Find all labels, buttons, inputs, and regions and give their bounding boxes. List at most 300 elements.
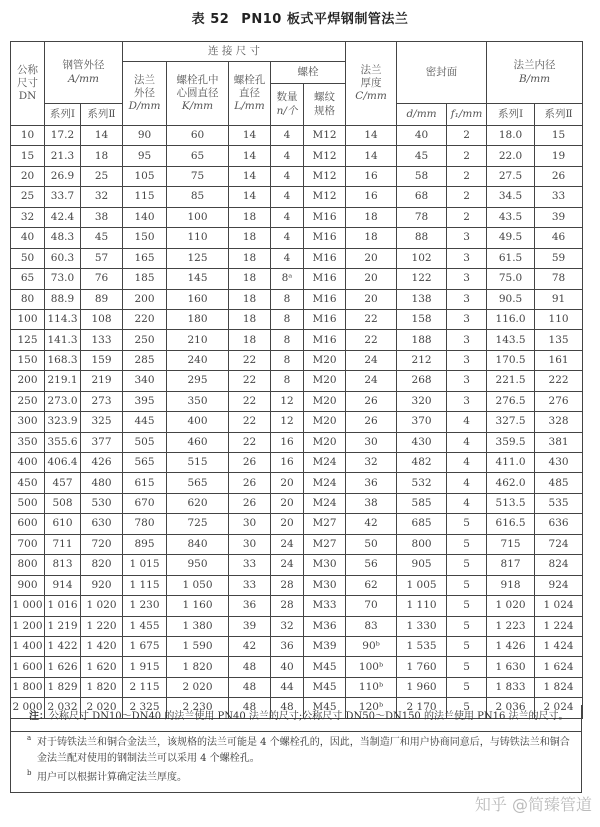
table-cell: 400	[167, 412, 229, 432]
table-cell: 1 626	[45, 657, 81, 677]
table-cell: 370	[397, 412, 447, 432]
table-cell: 1 455	[123, 616, 167, 636]
table-row	[11, 391, 583, 411]
table-cell: 22	[346, 330, 397, 350]
table-cell: 515	[167, 453, 229, 473]
header-flange-od	[123, 62, 167, 126]
table-cell: 2 000	[11, 698, 45, 718]
table-cell: 48	[229, 677, 271, 697]
table-row	[11, 207, 583, 227]
table-cell: 3	[447, 350, 487, 370]
table-cell: 4	[271, 207, 304, 227]
table-cell: M12	[304, 146, 346, 166]
table-cell: M16	[304, 269, 346, 289]
table-cell: 918	[487, 575, 535, 595]
table-cell: 535	[535, 493, 583, 513]
table-cell: 78	[397, 207, 447, 227]
header-bolt: 螺栓	[271, 62, 346, 84]
table-cell: 26	[346, 391, 397, 411]
table-cell: 780	[123, 514, 167, 534]
table-cell: 45	[397, 146, 447, 166]
table-cell: 25	[11, 187, 45, 207]
table-cell: 325	[81, 412, 123, 432]
table-cell: 68	[397, 187, 447, 207]
table-row	[11, 166, 583, 186]
table-cell: 500	[11, 493, 45, 513]
header-bolt-circle-unit: K/mm	[181, 100, 214, 113]
table-cell: M36	[304, 616, 346, 636]
table-cell: 60.3	[45, 248, 81, 268]
table-cell: 1 380	[167, 616, 229, 636]
header-thickness-unit: C/mm	[355, 90, 387, 103]
table-cell: 18	[346, 228, 397, 248]
table-cell: 5	[447, 514, 487, 534]
table-cell: 1 590	[167, 636, 229, 656]
table-row	[11, 657, 583, 677]
table-row	[11, 309, 583, 329]
table-cell: 615	[123, 473, 167, 493]
table-cell: 1 330	[397, 616, 447, 636]
table-cell: 905	[397, 555, 447, 575]
table-cell: 685	[397, 514, 447, 534]
table-cell: 1 600	[11, 657, 45, 677]
table-cell: 32	[81, 187, 123, 207]
table-cell: 1 160	[167, 596, 229, 616]
table-cell: 824	[535, 555, 583, 575]
table-cell: 323.9	[45, 412, 81, 432]
table-cell: 1 422	[45, 636, 81, 656]
table-cell: 145	[167, 269, 229, 289]
header-dn-line2: 尺寸	[17, 76, 38, 89]
table-cell: 8	[271, 371, 304, 391]
table-cell: 83	[346, 616, 397, 636]
header-flange-od-line1: 法兰	[134, 73, 155, 86]
table-cell: 80	[11, 289, 45, 309]
table-cell: 220	[123, 309, 167, 329]
table-row	[11, 126, 583, 146]
footnote-b	[11, 767, 581, 792]
table-cell: 26	[229, 453, 271, 473]
table-row	[11, 350, 583, 370]
table-cell: 4	[271, 126, 304, 146]
table-cell: 150	[11, 350, 45, 370]
table-cell: 395	[123, 391, 167, 411]
table-cell: 22	[229, 391, 271, 411]
table-cell: 1 024	[535, 596, 583, 616]
table-cell: 158	[397, 309, 447, 329]
table-cell: 5	[447, 575, 487, 595]
table-cell: 820	[81, 555, 123, 575]
header-bolt-hole-unit: L/mm	[234, 100, 265, 113]
table-cell: 30	[346, 432, 397, 452]
table-cell: 73.0	[45, 269, 81, 289]
table-cell: 426	[81, 453, 123, 473]
header-dn	[11, 42, 45, 126]
table-cell: 100	[11, 309, 45, 329]
table-cell: 48	[271, 698, 304, 718]
table-cell: 110	[535, 309, 583, 329]
table-cell: 5	[447, 677, 487, 697]
table-cell: 141.3	[45, 330, 81, 350]
table-cell: 1 220	[81, 616, 123, 636]
table-cell: 75	[167, 166, 229, 186]
table-cell: 16	[271, 453, 304, 473]
header-thickness-line2: 厚度	[360, 76, 382, 89]
table-cell: 18	[229, 228, 271, 248]
table-cell: 616.5	[487, 514, 535, 534]
table-cell: 14	[229, 166, 271, 186]
table-row	[11, 596, 583, 616]
table-cell: 18	[229, 269, 271, 289]
table-cell: 105	[123, 166, 167, 186]
table-cell: 95	[123, 146, 167, 166]
table-cell: 108	[81, 309, 123, 329]
table-cell: 670	[123, 493, 167, 513]
table-cell: 33	[535, 187, 583, 207]
header-sealing: 密封面	[397, 42, 487, 104]
header-flange-od-unit: D/mm	[128, 100, 161, 113]
table-cell: 276	[535, 391, 583, 411]
table-cell: 4	[271, 187, 304, 207]
table-body	[11, 126, 583, 719]
table-cell: 2	[447, 187, 487, 207]
table-cell: 1 426	[487, 636, 535, 656]
table-cell: 1 015	[123, 555, 167, 575]
table-cell: 5	[447, 555, 487, 575]
table-cell: M20	[304, 412, 346, 432]
table-cell: 168.3	[45, 350, 81, 370]
table-cell: 240	[167, 350, 229, 370]
table-cell: 18	[229, 207, 271, 227]
header-bolt-qty	[271, 84, 304, 126]
table-cell: 15	[11, 146, 45, 166]
note	[11, 705, 581, 732]
table-row	[11, 146, 583, 166]
table-cell: 327.5	[487, 412, 535, 432]
table-cell: 56	[346, 555, 397, 575]
table-row	[11, 187, 583, 207]
table-cell: 17.2	[45, 126, 81, 146]
header-thickness	[346, 42, 397, 126]
footnote-b-text: 用户可以根据计算确定法兰厚度。	[37, 772, 187, 783]
table-cell: 800	[397, 534, 447, 554]
table-cell: 30	[229, 534, 271, 554]
header-bolt-hole-line1: 螺栓孔	[233, 73, 266, 86]
table-row	[11, 371, 583, 391]
table-cell: 2 325	[123, 698, 167, 718]
table-cell: 32	[346, 453, 397, 473]
table-cell: 4	[271, 146, 304, 166]
header-pipe-od	[45, 42, 123, 104]
table-cell: 711	[45, 534, 81, 554]
table-cell: M16	[304, 309, 346, 329]
table-row	[11, 248, 583, 268]
table-cell: 200	[11, 371, 45, 391]
notes-box	[10, 705, 582, 793]
table-cell: 125	[167, 248, 229, 268]
table-cell: 42	[229, 636, 271, 656]
table-cell: 4	[447, 473, 487, 493]
table-cell: 20	[346, 269, 397, 289]
table-cell: 138	[397, 289, 447, 309]
table-cell: 59	[535, 248, 583, 268]
table-cell: 724	[535, 534, 583, 554]
table-cell: 505	[123, 432, 167, 452]
table-cell: 45	[81, 228, 123, 248]
table-cell: 900	[11, 575, 45, 595]
header-dn-line3: DN	[18, 90, 37, 103]
table-cell: M20	[304, 350, 346, 370]
table-cell: 200	[123, 289, 167, 309]
table-cell: 38	[346, 493, 397, 513]
table-cell: M20	[304, 371, 346, 391]
table-cell: 8	[271, 350, 304, 370]
table-cell: 188	[397, 330, 447, 350]
table-cell: 24	[346, 371, 397, 391]
table-cell: 1 824	[535, 677, 583, 697]
table-cell: 3	[447, 269, 487, 289]
table-cell: 40	[397, 126, 447, 146]
table-cell: 20	[271, 493, 304, 513]
table-cell: 1 829	[45, 677, 81, 697]
table-cell: 4	[447, 453, 487, 473]
table-cell: 18	[229, 309, 271, 329]
table-cell: 5	[447, 596, 487, 616]
table-cell: 2 032	[45, 698, 81, 718]
table-cell: 89	[81, 289, 123, 309]
table-cell: 1 016	[45, 596, 81, 616]
table-cell: 90.5	[487, 289, 535, 309]
table-cell: 61.5	[487, 248, 535, 268]
table-cell: 26	[229, 493, 271, 513]
table-row	[11, 453, 583, 473]
table-cell: 480	[81, 473, 123, 493]
table-cell: 4	[447, 412, 487, 432]
table-cell: 26	[535, 166, 583, 186]
table-cell: 482	[397, 453, 447, 473]
table-cell: 34.5	[487, 187, 535, 207]
table-cell: 14	[229, 187, 271, 207]
table-cell: 565	[167, 473, 229, 493]
table-cell: 33	[229, 575, 271, 595]
header-flange-id	[487, 42, 583, 104]
table-cell: M24	[304, 453, 346, 473]
table-cell: 100	[167, 207, 229, 227]
table-row	[11, 493, 583, 513]
table-row	[11, 575, 583, 595]
footnote-a-mark: a	[27, 734, 32, 742]
table-cell: 38	[81, 207, 123, 227]
table-cell: 1 224	[535, 616, 583, 636]
table-cell: 26	[229, 473, 271, 493]
table-cell: 485	[535, 473, 583, 493]
table-cell: 1 424	[535, 636, 583, 656]
table-cell: 20	[11, 166, 45, 186]
header-bolt-hole	[229, 62, 271, 126]
header-connection: 连 接 尺 寸	[123, 42, 346, 62]
table-row	[11, 412, 583, 432]
table-cell: 115	[123, 187, 167, 207]
header-thickness-line1: 法兰	[360, 63, 382, 76]
table-cell: 26.9	[45, 166, 81, 186]
table-cell: 48.3	[45, 228, 81, 248]
table-cell: 62	[346, 575, 397, 595]
table-cell: 530	[81, 493, 123, 513]
table-cell: 33.7	[45, 187, 81, 207]
header-bolt-hole-line2: 直径	[239, 86, 260, 99]
table-cell: 65	[11, 269, 45, 289]
table-row	[11, 473, 583, 493]
table-cell: 620	[167, 493, 229, 513]
table-cell: 14	[346, 146, 397, 166]
table-row	[11, 289, 583, 309]
table-cell: 508	[45, 493, 81, 513]
table-cell: 355.6	[45, 432, 81, 452]
table-cell: 585	[397, 493, 447, 513]
table-row	[11, 432, 583, 452]
header-bolt-circle	[167, 62, 229, 126]
table-cell: 1 800	[11, 677, 45, 697]
table-cell: M12	[304, 187, 346, 207]
table-cell: 513.5	[487, 493, 535, 513]
table-cell: 914	[45, 575, 81, 595]
table-cell: 8ᵃ	[271, 269, 304, 289]
table-cell: 22	[229, 412, 271, 432]
table-cell: 2 036	[487, 698, 535, 718]
table-cell: 48	[229, 657, 271, 677]
table-cell: 1 820	[81, 677, 123, 697]
table-cell: 36	[229, 596, 271, 616]
table-cell: 700	[11, 534, 45, 554]
header-bolt-circle-line1: 螺栓孔中	[176, 73, 219, 86]
table-cell: 250	[11, 391, 45, 411]
header-dn-line1: 公称	[17, 63, 38, 76]
table-cell: 70	[346, 596, 397, 616]
table-cell: 1 420	[81, 636, 123, 656]
table-cell: 2 230	[167, 698, 229, 718]
table-cell: 895	[123, 534, 167, 554]
table-cell: M30	[304, 555, 346, 575]
table-row	[11, 616, 583, 636]
table-cell: 22	[346, 309, 397, 329]
table-cell: 20	[271, 514, 304, 534]
note-text: 公称尺寸 DN10～DN40 的法兰使用 PN40 法兰的尺寸;公称尺寸 DN50～DN150 的法兰使用 PN16 法兰的尺寸。	[49, 711, 569, 722]
table-cell: 22	[229, 432, 271, 452]
table-cell: 49.5	[487, 228, 535, 248]
table-cell: 1 833	[487, 677, 535, 697]
table-cell: 1 915	[123, 657, 167, 677]
watermark: 知乎 @简臻管道	[474, 795, 592, 814]
table-header	[11, 42, 583, 126]
table-cell: 75.0	[487, 269, 535, 289]
table-cell: 462.0	[487, 473, 535, 493]
table-cell: 33	[229, 555, 271, 575]
footnote-b-mark: b	[27, 769, 32, 777]
table-row	[11, 636, 583, 656]
table-cell: 2 024	[535, 698, 583, 718]
table-cell: 27.5	[487, 166, 535, 186]
table-cell: 43.5	[487, 207, 535, 227]
table-cell: 21.3	[45, 146, 81, 166]
table-cell: 78	[535, 269, 583, 289]
table-cell: 3	[447, 228, 487, 248]
table-cell: 457	[45, 473, 81, 493]
table-cell: 1 624	[535, 657, 583, 677]
table-cell: 102	[397, 248, 447, 268]
table-cell: 65	[167, 146, 229, 166]
header-series1: 系列Ⅰ	[45, 104, 81, 126]
table-cell: 350	[11, 432, 45, 452]
table-cell: 295	[167, 371, 229, 391]
table-cell: 2 170	[397, 698, 447, 718]
header-series2: 系列Ⅱ	[81, 104, 123, 126]
table-cell: 377	[81, 432, 123, 452]
table-cell: 90ᵇ	[346, 636, 397, 656]
table-cell: M20	[304, 432, 346, 452]
header-bolt-thread-line2: 规格	[314, 104, 336, 117]
table-cell: 1 760	[397, 657, 447, 677]
header-bolt-qty-line1: 数量	[276, 91, 298, 104]
table-cell: 32	[11, 207, 45, 227]
table-cell: 100ᵇ	[346, 657, 397, 677]
header-flange-id-label: 法兰内径	[513, 59, 556, 72]
table-cell: 4	[447, 432, 487, 452]
table-cell: M45	[304, 677, 346, 697]
table-cell: 22.0	[487, 146, 535, 166]
table-cell: 8	[271, 309, 304, 329]
header-seal-d: d/mm	[397, 104, 447, 126]
table-cell: 30	[229, 514, 271, 534]
table-cell: 840	[167, 534, 229, 554]
table-cell: 3	[447, 289, 487, 309]
table-cell: 610	[45, 514, 81, 534]
table-cell: 411.0	[487, 453, 535, 473]
table-cell: 20	[271, 473, 304, 493]
table-cell: 161	[535, 350, 583, 370]
table-cell: 430	[397, 432, 447, 452]
table-row	[11, 514, 583, 534]
header-pipe-od-unit: A/mm	[67, 72, 100, 85]
table-cell: 3	[447, 309, 487, 329]
table-cell: 273	[81, 391, 123, 411]
table-cell: 110	[167, 228, 229, 248]
table-cell: 135	[535, 330, 583, 350]
table-cell: 2 020	[167, 677, 229, 697]
table-cell: 36	[346, 473, 397, 493]
footnote-a-text: 对于铸铁法兰和铜合金法兰，该规格的法兰可能是 4 个螺栓孔的，因此，当制造厂和用户协商同意后，与铸铁法兰和铜合金法兰配对使用的钢制法兰可以采用 4 个螺栓孔。	[37, 737, 570, 764]
table-cell: M30	[304, 575, 346, 595]
table-cell: 50	[11, 248, 45, 268]
table-cell: 2	[447, 146, 487, 166]
table-cell: 8	[271, 289, 304, 309]
table-cell: M39	[304, 636, 346, 656]
table-cell: 1 110	[397, 596, 447, 616]
table-cell: 1 535	[397, 636, 447, 656]
table-row	[11, 677, 583, 697]
table-cell: 12	[271, 412, 304, 432]
table-cell: 532	[397, 473, 447, 493]
table-cell: 22	[229, 350, 271, 370]
table-cell: 42	[346, 514, 397, 534]
table-cell: 58	[397, 166, 447, 186]
header-flange-id-unit: B/mm	[518, 72, 551, 85]
table-cell: M12	[304, 126, 346, 146]
table-cell: M16	[304, 289, 346, 309]
table-cell: 1 820	[167, 657, 229, 677]
table-cell: 18.0	[487, 126, 535, 146]
table-cell: 250	[123, 330, 167, 350]
table-cell: 715	[487, 534, 535, 554]
